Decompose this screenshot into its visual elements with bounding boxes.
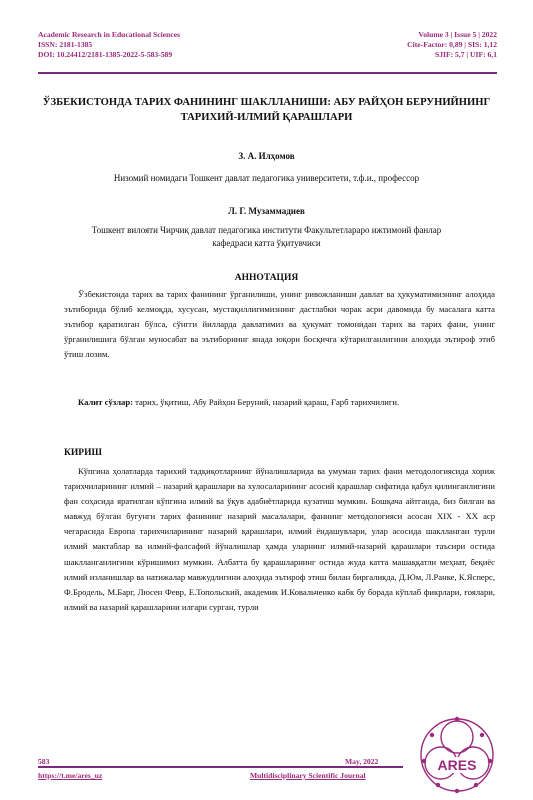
author-affiliation: Тошкент вилояти Чирчиқ давлат педагогика институти Факультетлараро ижтимоий фанлар кафедраси катта ўқитувчиси	[91, 225, 442, 248]
author-name: З. А. Илҳомов	[238, 151, 295, 161]
page-number: 583	[38, 757, 50, 766]
sjif: SJIF: 5,7 | UIF: 6,1	[435, 50, 497, 59]
author-affiliation: Низомий номидаги Тошкент давлат педагогика университети, т.ф.и., профессор	[113, 173, 420, 183]
cite-factor: Cite-Factor: 0,89 | SIS: 1,12	[407, 40, 497, 49]
issn: ISSN: 2181-1385	[38, 40, 93, 49]
author-block-1	[40, 150, 493, 185]
keywords-list: тарих, ўқитиш, Абу Райҳон Беруний, назарий қараш, Ғарб тарихчилиги.	[132, 397, 400, 407]
telegram-link[interactable]: https://t.me/ares_uz	[38, 771, 103, 780]
logo-text: ARES	[437, 757, 477, 773]
ares-logo	[410, 705, 505, 795]
journal-name: Academic Research in Educational Sciences	[38, 30, 181, 39]
header-right	[407, 30, 497, 60]
volume-issue: Volume 3 | Issue 5 | 2022	[418, 30, 497, 39]
page-header	[38, 30, 497, 70]
issue-date: May, 2022	[345, 757, 379, 766]
keywords	[64, 395, 495, 410]
annotation-heading: АННОТАЦИЯ	[234, 273, 299, 283]
paper-title: ЎЗБЕКИСТОНДА ТАРИХ ФАНИНИНГ ШАКЛЛАНИШИ: АБУ РАЙҲОН БЕРУНИЙНИНГ ТАРИХИЙ-ИЛМИЙ ҚАРАШЛАРИ	[42, 97, 491, 123]
author-name: Л. Г. Музаммадиев	[228, 206, 305, 216]
header-divider	[38, 72, 497, 74]
footer-divider	[38, 766, 403, 768]
introduction-text: Кўпгина ҳолатларда тарихий тадқиқотларнинг йўналишларида ва умуман тарих фани методологиясида хориж тарихчиларининг илмий – назарий қарашлари ва хулосаларининг асосий қарашлар сифатида қабул қилинганлигини фан соҳасида яратилган кўпгина илмий ва ўқув адабиётларида кузатиш мумкин. Бошқача айтганда, биз билган ва мавжуд бўлган бугунги тарих фанининг назарий масалалари, фаннинг методологияси асосан XIX - XX аср чегарасида Европа тарихчиларининг назарий қарашлари, илмий ёндашувлари, улар асосида шаклланган турли илмий мактаблар ва илмий-фалсафий йўналишлар ҳамда уларнинг илмий-назарий қарашлари таъсири остида шаклланганлигини кўришимиз мумкин. Албатта бу қарашларнинг остида жуда катта машаққатли меҳнат, беқиёс илмий изланишлар ва натижалар мавжудлигини алоҳида эътироф этиш билан биргаликда, Д.Юм, Л.Ранке, К.Ясперс, Ф.Бродель, М.Барг, Люсен Февр, Е.Топольский, академик И.Ковальченко кабк бу борада кўплаб фикрлари, ғоялари, илмий ва назарий қарашларини илгари сурган, турли	[64, 466, 495, 612]
introduction-heading: КИРИШ	[64, 448, 102, 458]
author-block-2	[40, 205, 493, 250]
annotation-text: Ўзбекистонда тарих ва тарих фанининг ўрганилиши, унинг ривожланиши давлат ва ҳукуматимизнинг алоҳида эътиборида бўлиб келмоқда, хусусан, мустақиллигимизнинг дастлабки чорак асри давомида бу масалага катта эътибор қаратилган бўлса, сўнгги йилларда давлатимиз ва ҳукумат томонидан тарих ва тарих фани, унинг ўрганилишига бўлган муносабат ва эътиборнинг янада юқори босқичга кўтарилганлигини алоҳида эътироф этиб ўтиш лозим.	[64, 289, 495, 359]
journal-link[interactable]: Multidisciplinary Scientific Journal	[250, 771, 366, 780]
doi[interactable]: DOI: 10.24412/2181-1385-2022-5-583-589	[38, 50, 173, 59]
keywords-label: Калит сўзлар:	[78, 397, 133, 407]
header-left	[38, 30, 180, 60]
